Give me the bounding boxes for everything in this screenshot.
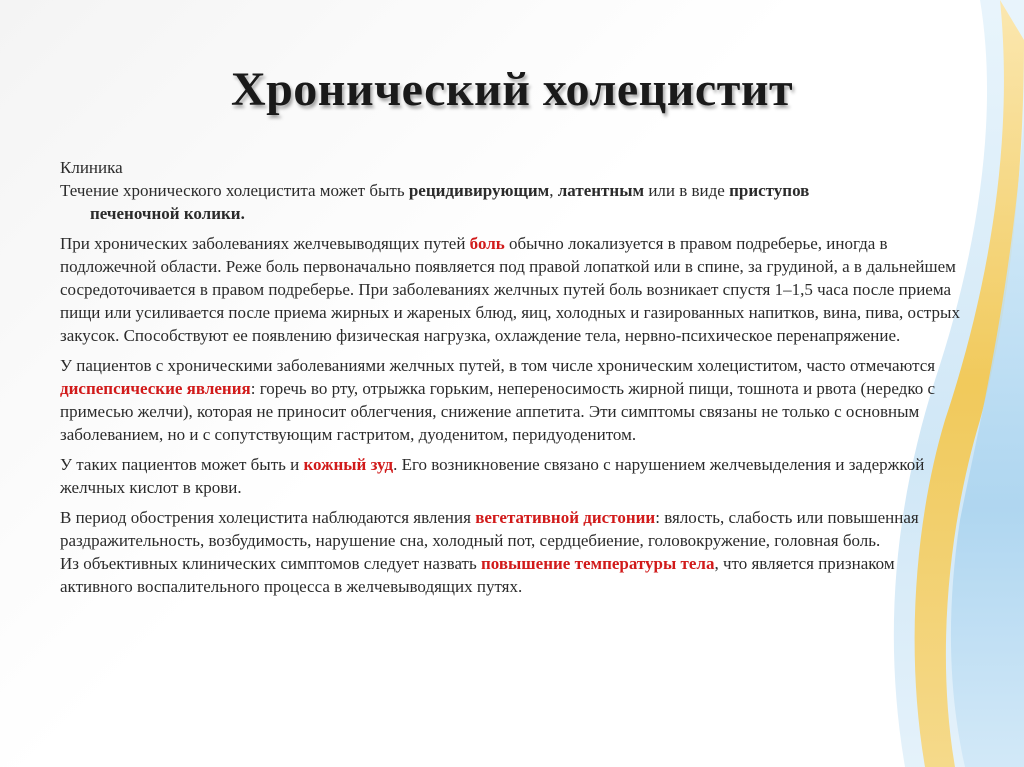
paragraph-temperature (60, 552, 965, 598)
bold-term: приступов (729, 181, 810, 200)
paragraph-course (60, 179, 965, 225)
bold-term: рецидивирующим (408, 181, 550, 200)
text-run: обычно локализуется в правом подреберье, иногда в подложечной области. Реже боль первоначально появляется под правой лопаткой или в спине, за грудиной, а в дальнейшем сосредоточивается в правом подреберье. При заболеваниях желчных путей боль возникает спустя 1–1,5 часа после приема пищи или усиливается после приема жирных и жареных блюд, яиц, холодных и газированных напитков, вина, пива, острых закусок. Способствуют ее появлению физическая нагрузка, охлаждение тела, нервно-психическое перенапряжение. (60, 234, 960, 345)
section-heading: Клиника (60, 158, 123, 177)
paragraph-dystonia (60, 506, 965, 552)
text-run: . Его возникновение связано с нарушением желчевыделения и задержкой желчных кислот в крови. (60, 455, 925, 497)
text-run: , (549, 181, 558, 200)
highlight-term: повышение температуры тела (480, 554, 715, 573)
highlight-term: кожный зуд (303, 455, 394, 474)
text-run: : горечь во рту, отрыжка горьким, непереносимость жирной пищи, тошнота и рвота (нередко с примесью желчи), которая не приносит облегчения, снижение аппетита. Эти симптомы связаны не только с основным заболеванием, но и с сопутствующим гастритом, дуоденитом, перидуоденитом. (60, 379, 936, 444)
paragraph-pain (60, 232, 965, 347)
text-run: , что является признаком активного воспалительного процесса в желчевыводящих путях. (60, 554, 895, 596)
highlight-term: боль (469, 234, 505, 253)
section-heading-line (60, 156, 965, 179)
bold-term: печеночной колики. (90, 204, 245, 223)
highlight-term: вегетативной дистонии (475, 508, 656, 527)
text-run: У пациентов с хроническими заболеваниями желчных путей, в том числе хроническим холециститом, часто отмечаются (60, 356, 936, 375)
paragraph-itch (60, 453, 965, 499)
text-run: Течение хронического холецистита может быть (60, 181, 409, 200)
text-run: В период обострения холецистита наблюдаются явления (60, 508, 476, 527)
text-run: Из объективных клинических симптомов следует назвать (60, 554, 481, 573)
paragraph-dyspepsia (60, 354, 965, 446)
highlight-term: диспепсические явления (60, 379, 251, 398)
text-run: или в виде (644, 181, 730, 200)
bold-term: латентным (557, 181, 645, 200)
text-run: При хронических заболеваниях желчевыводящих путей (60, 234, 470, 253)
text-run: : вялость, слабость или повышенная раздражительность, возбудимость, нарушение сна, холодный пот, сердцебиение, головокружение, головная боль. (60, 508, 919, 550)
main-content (60, 156, 965, 605)
page-title: Хронический холецистит (230, 63, 794, 116)
text-run: У таких пациентов может быть и (60, 455, 304, 474)
